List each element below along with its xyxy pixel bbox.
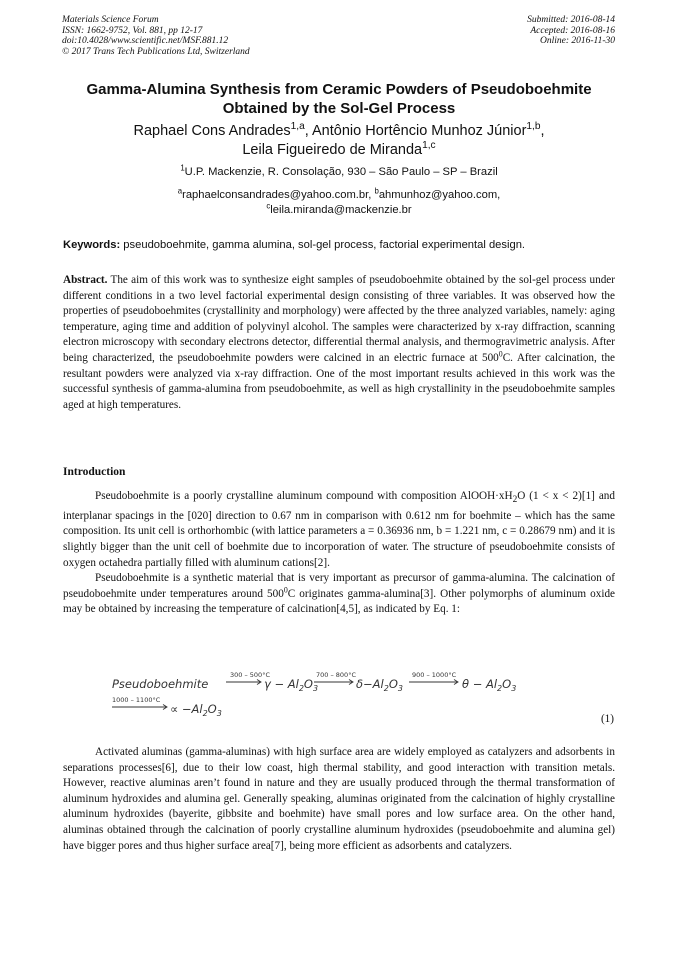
equation-1 bbox=[112, 664, 532, 724]
oxygen-symbol: O bbox=[303, 677, 313, 691]
affiliation-text: U.P. Mackenzie, R. Consolação, 930 – São Paulo – SP – Brazil bbox=[184, 166, 498, 178]
email-link[interactable]: leila.miranda@mackenzie.br bbox=[270, 204, 412, 216]
subscript: 2 bbox=[383, 684, 389, 693]
author-name: Leila Figueiredo de Miranda bbox=[242, 142, 423, 158]
keywords-text: pseudoboehmite, gamma alumina, sol-gel process, factorial experimental design. bbox=[120, 239, 526, 251]
accepted-date: Accepted: 2016-08-16 bbox=[530, 25, 615, 36]
journal-copyright: © 2017 Trans Tech Publications Ltd, Switzerland bbox=[62, 46, 250, 57]
degree-mark: 0 bbox=[283, 585, 288, 595]
keywords bbox=[63, 238, 623, 252]
equation-product bbox=[264, 677, 318, 693]
equation-temperature: 300 – 500°C bbox=[230, 671, 270, 679]
subscript: 3 bbox=[312, 684, 319, 693]
email-link[interactable]: raphaelconsandrades@yahoo.com.br, bbox=[182, 189, 375, 201]
email-mark: b bbox=[374, 186, 379, 196]
equation-reactant: Pseudoboehmite bbox=[112, 677, 209, 691]
equation-product bbox=[170, 702, 222, 718]
affiliation-mark: 1 bbox=[180, 163, 185, 173]
oxygen-symbol: O bbox=[207, 702, 217, 716]
product-name: γ − Al bbox=[264, 677, 299, 691]
subscript: 2 bbox=[512, 495, 518, 506]
paragraph bbox=[63, 489, 615, 571]
author-affiliation-mark: 1,c bbox=[422, 140, 436, 152]
author-line-1 bbox=[50, 122, 628, 141]
introduction-continued bbox=[63, 745, 615, 854]
email-mark: a bbox=[177, 186, 183, 196]
introduction-text bbox=[63, 489, 615, 618]
author-emails bbox=[50, 188, 628, 218]
equation-graphic bbox=[112, 664, 532, 724]
paragraph-text: Pseudoboehmite is a synthetic material that is very important as precursor of gamma-alumina. The calcination of pseudoboehmite under temperatures around 500 bbox=[63, 572, 615, 600]
paper-title bbox=[50, 80, 628, 118]
journal-info bbox=[62, 15, 250, 57]
journal-name: Materials Science Forum bbox=[62, 15, 159, 25]
section-heading-introduction: Introduction bbox=[63, 466, 126, 478]
paragraph-text: Pseudoboehmite is a poorly crystalline aluminum compound with composition AlOOH·xH bbox=[95, 490, 513, 502]
oxygen-symbol: O bbox=[388, 677, 398, 691]
equation-product bbox=[356, 677, 403, 693]
product-name: ∝ −Al bbox=[170, 702, 203, 716]
affiliation bbox=[50, 165, 628, 179]
equation-temperature: 1000 – 1100°C bbox=[112, 696, 161, 704]
publication-dates bbox=[527, 15, 615, 47]
abstract-label: Abstract. bbox=[63, 274, 108, 286]
online-date: Online: 2016-11-30 bbox=[539, 36, 615, 47]
email-link[interactable]: ahmunhoz@yahoo.com, bbox=[378, 189, 501, 201]
author-name: Antônio Hortêncio Munhoz Júnior bbox=[312, 123, 527, 139]
author-name: Raphael Cons Andrades bbox=[133, 123, 291, 139]
subscript: 3 bbox=[216, 709, 222, 718]
equation-product bbox=[462, 677, 516, 693]
product-name: δ−Al bbox=[356, 677, 384, 691]
paragraph bbox=[63, 571, 615, 618]
equation-temperature: 700 – 800°C bbox=[316, 671, 356, 679]
degree-mark: 0 bbox=[498, 349, 503, 359]
author-list bbox=[50, 122, 628, 160]
journal-issn: ISSN: 1662-9752, Vol. 881, pp 12-17 bbox=[62, 25, 203, 36]
author-separator: , bbox=[540, 123, 545, 139]
paragraph: Activated aluminas (gamma-aluminas) with high surface area are widely employed as catalyzers and adsorbents in separations processes[6], due to their low coast, high thermal stability, and good interaction with transition metals. However, reactive aluminas aren’t found in nature and they are usually produced through the thermal transformation of aluminum hydroxides and alumina gel. Generally speaking, aluminas originated from the calcination of highly crystalline aluminum hydroxides (bayerite, gibbsite and boehmite) have small pores and low surface area. On the other hand, aluminas obtained through the calcination of poorly crystalline aluminum hydroxides (pseudoboehmite and alumina gel) have bigger pores and thus higher surface area[7], being more efficient as adsorbents and catalyzers. bbox=[63, 746, 615, 852]
title-line-2: Obtained by the Sol-Gel Process bbox=[222, 100, 456, 117]
paragraph-text: C originates gamma-alumina[3]. Other polymorphs of aluminum oxide may be obtained by increasing the temperature of calcination[4,5], as indicated by Eq. 1: bbox=[63, 587, 615, 616]
subscript: 3 bbox=[397, 684, 403, 693]
keywords-label: Keywords: bbox=[63, 239, 121, 251]
subscript: 3 bbox=[511, 684, 517, 693]
subscript: 2 bbox=[202, 709, 208, 718]
abstract-text: C. After calcination, the resultant powders were analyzed via x-ray diffraction. One of the most important results achieved in this work was the successful synthesis of gamma-alumina from pseudoboehmite, as well as high crystallinity in the pseudoboehmite samples aged at high temperatures. bbox=[63, 351, 615, 411]
email-line-1 bbox=[50, 188, 628, 203]
equation-number: (1) bbox=[600, 713, 614, 725]
email-mark: c bbox=[266, 201, 271, 211]
submitted-date: Submitted: 2016-08-14 bbox=[527, 15, 615, 25]
title-line-1: Gamma-Alumina Synthesis from Ceramic Powders of Pseudoboehmite bbox=[86, 81, 592, 98]
author-line-2 bbox=[50, 141, 628, 160]
subscript: 2 bbox=[298, 684, 304, 693]
oxygen-symbol: O bbox=[502, 677, 512, 691]
author-separator: , bbox=[304, 123, 313, 139]
abstract-text: The aim of this work was to synthesize eight samples of pseudoboehmite obtained by the sol-gel process under different conditions in a two level factorial experimental design consisting of three variables. It was observed how the properties of pseudoboehmites (crystallinity and morphology) were affected by the three analyzed variables, namely: aging temperature, aging time and addition of polyvinyl alcohol. The samples were characterized by x-ray diffraction, scanning electron microscopy with secondary electrons detector, differential thermal analysis, and thermogravimetric analysis. After being characterized, the pseudoboehmite powders were calcined in an electric furnace at 500 bbox=[63, 274, 615, 364]
equation-temperature: 900 – 1000°C bbox=[412, 671, 457, 679]
product-name: θ − Al bbox=[462, 677, 498, 691]
subscript: 2 bbox=[497, 684, 503, 693]
journal-doi: doi:10.4028/www.scientific.net/MSF.881.12 bbox=[62, 36, 229, 47]
author-affiliation-mark: 1,b bbox=[526, 121, 541, 133]
email-line-2 bbox=[50, 203, 628, 218]
author-affiliation-mark: 1,a bbox=[290, 121, 305, 133]
abstract bbox=[63, 273, 615, 413]
paragraph-text: O (1 < x < 2)[1] and interplanar spacings in the [020] direction to 0.67 nm in comparison with 0.612 nm for boehmite – which has the same composition. Its unit cell is orthorhombic (with lattice parameters a = 0.36936 nm, b = 1.221 nm, c = 0.28679 nm) and it is slightly bigger than the unit cell of boehmite due to incorporation of water. The structure of pseudoboehmite consists of oxygen octahedra partially filled with aluminum cations[2]. bbox=[63, 490, 615, 569]
